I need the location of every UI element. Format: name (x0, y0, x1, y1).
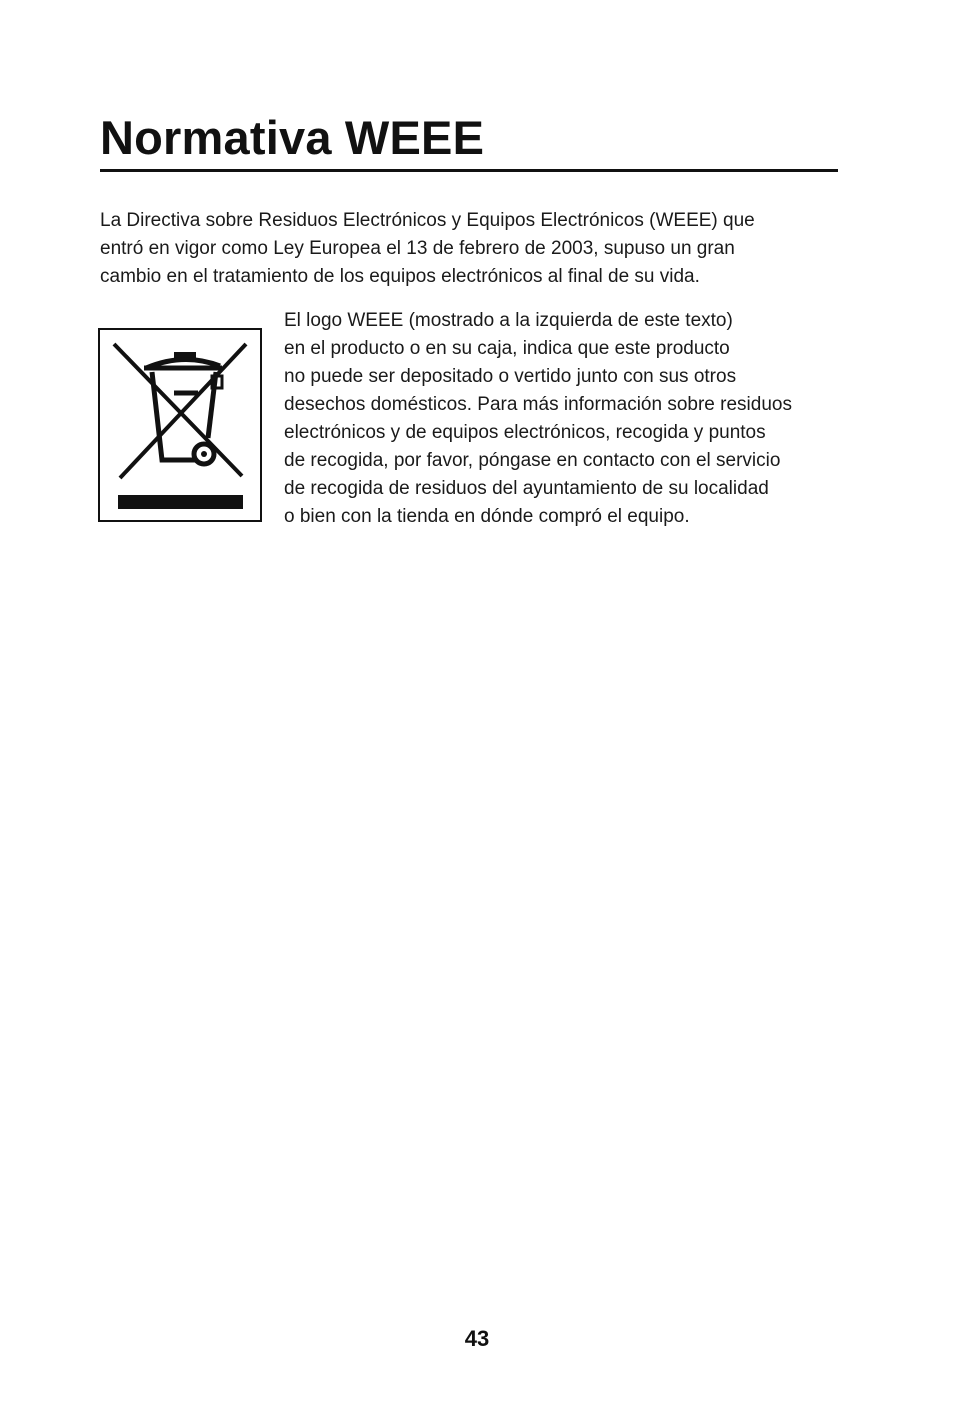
weee-logo-explanation: El logo WEEE (mostrado a la izquierda de este texto) en el producto o en su caja, indica que este producto no puede ser depositado o vertido junto con sus otros desechos domésticos. Para más información sobre residuos electrónicos y de equipos electrónicos, recogida y puntos de recogida, por favor, póngase en contacto con el servicio de recogida de residuos del ayuntamiento de su localidad o bien con la tienda en dónde compró el equipo. (284, 310, 792, 527)
weee-logo (98, 328, 262, 522)
crossed-out-wheeled-bin-icon (100, 330, 260, 520)
page-title: Normativa WEEE (100, 111, 485, 164)
intro-paragraph: La Directiva sobre Residuos Electrónicos y Equipos Electrónicos (WEEE) que entró en vigor como Ley Europea el 13 de febrero de 2003, supuso un gran cambio en el tratamiento de los equipos electrónicos al final de su vida. (100, 210, 755, 287)
page-number: 43 (464, 1326, 490, 1351)
title-divider (100, 169, 838, 172)
